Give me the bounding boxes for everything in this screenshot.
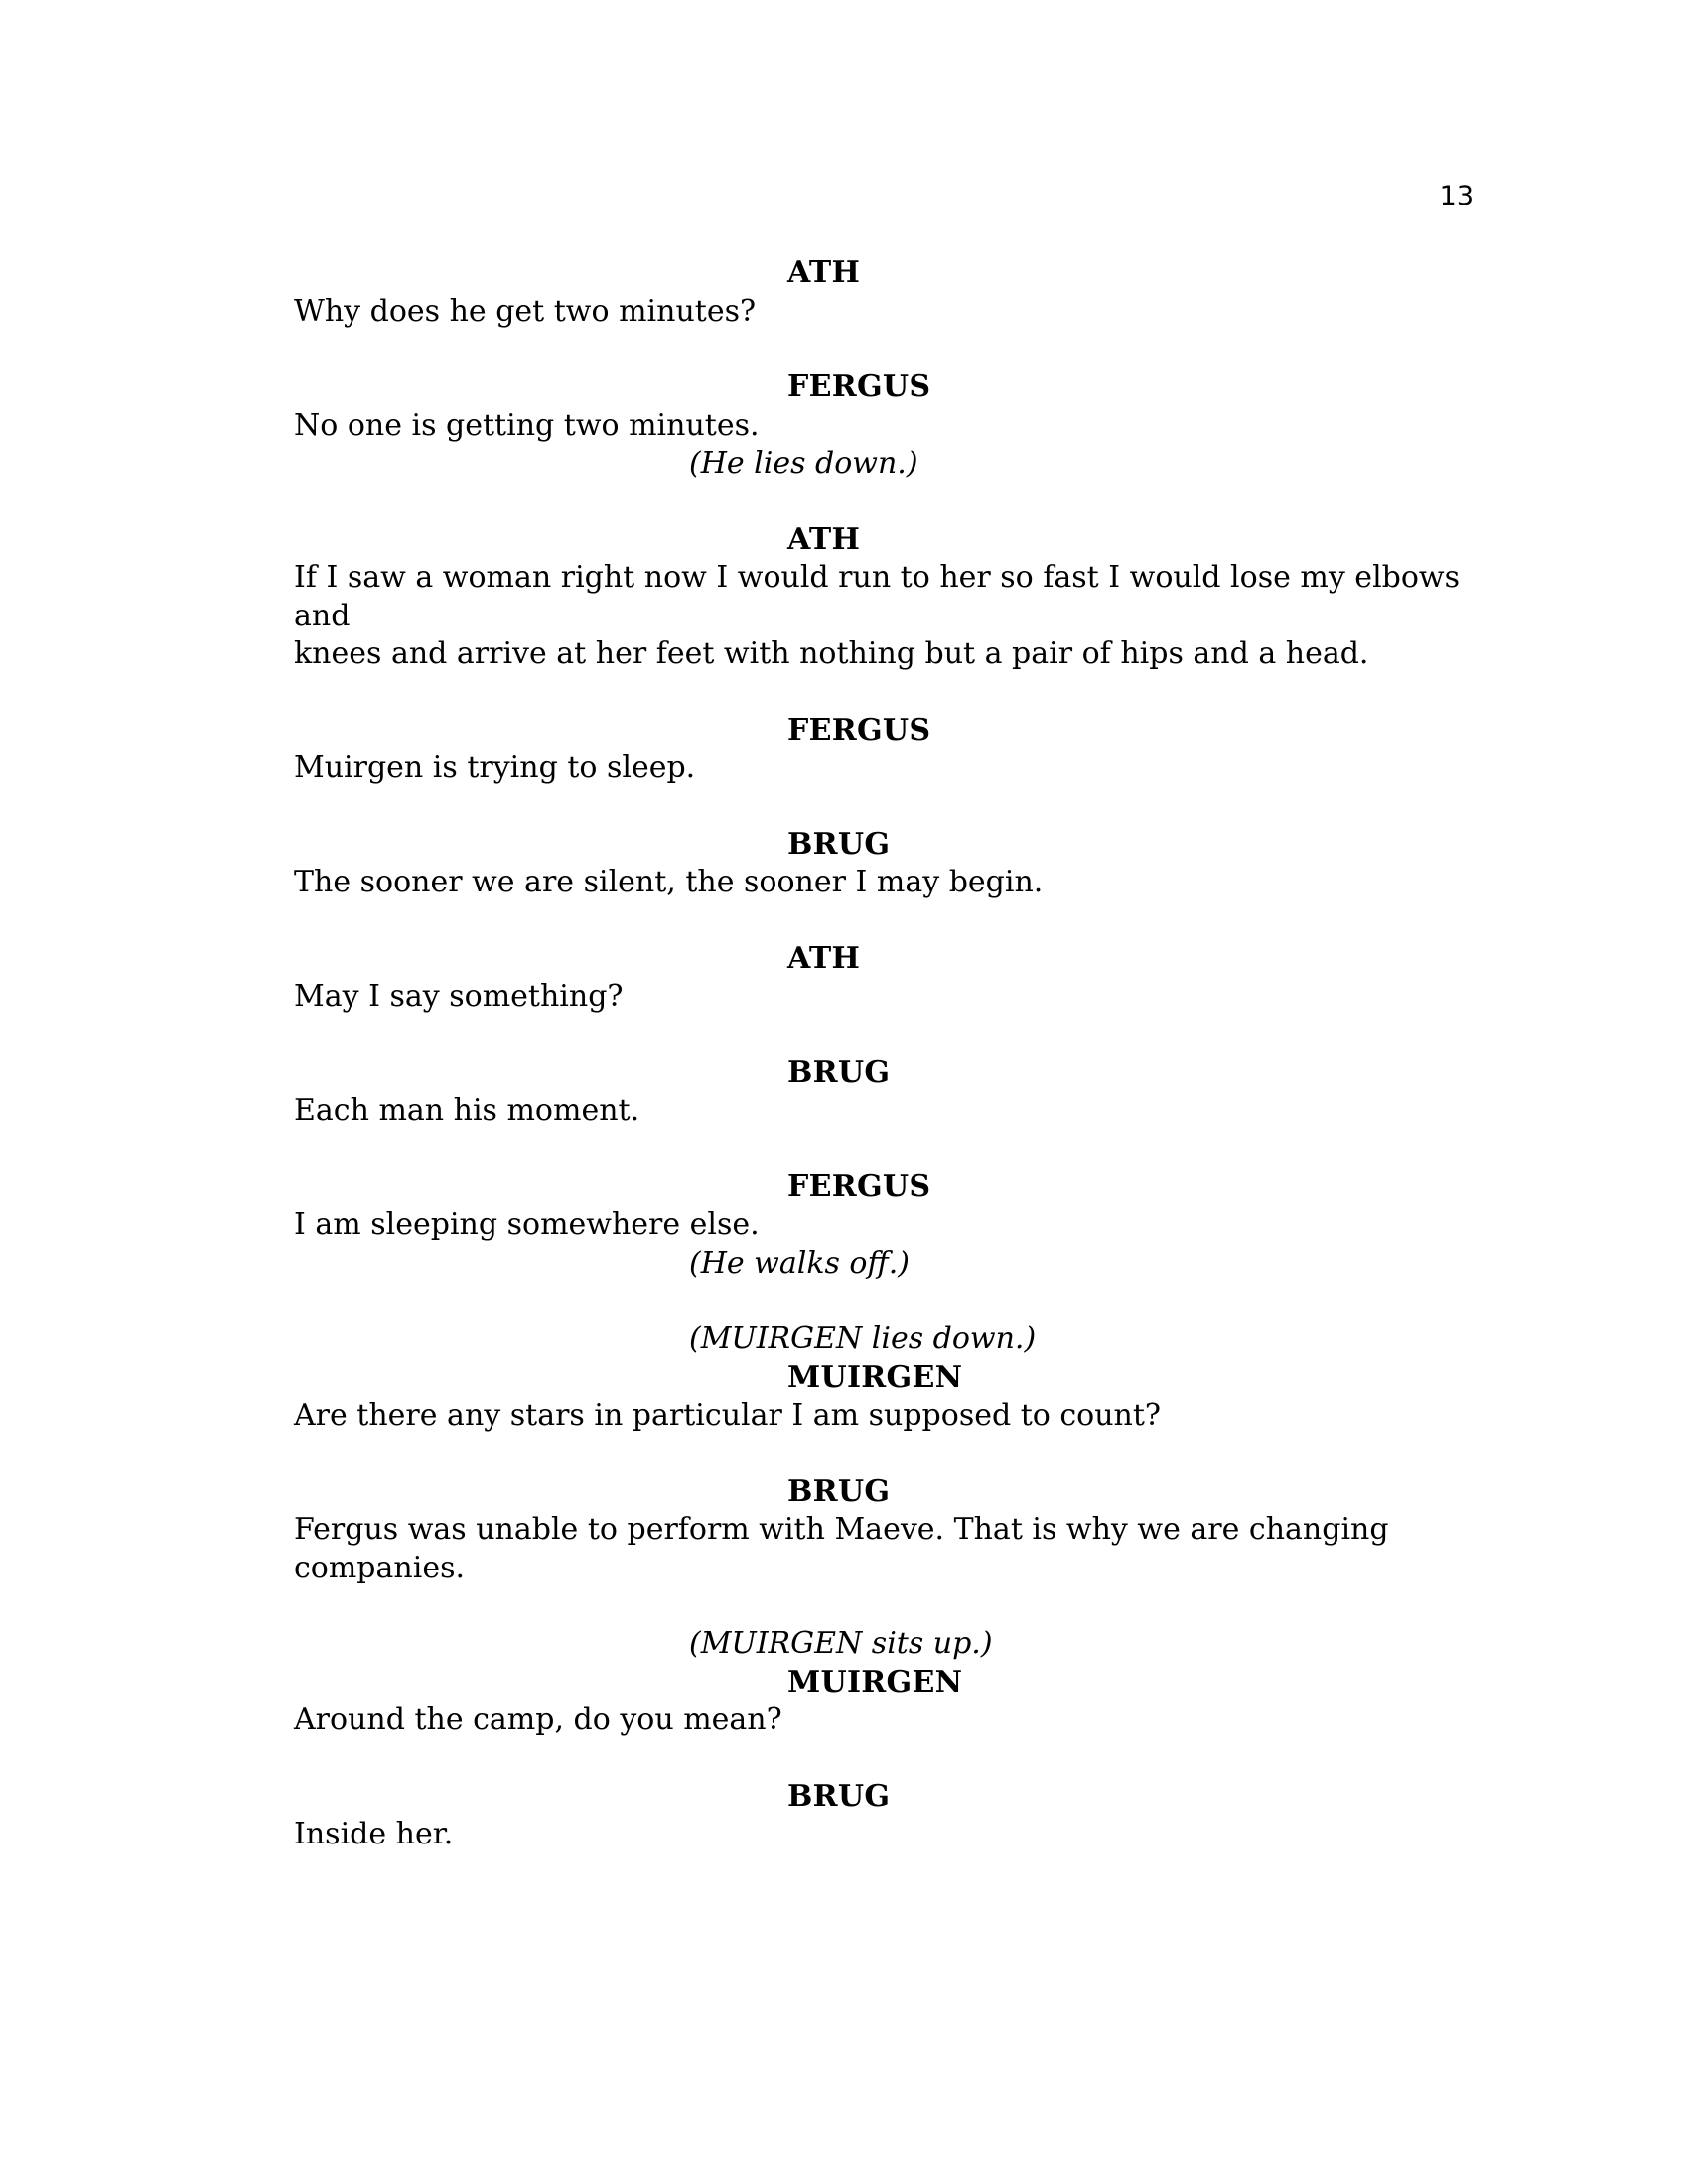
character-name: FERGUS [787, 712, 931, 748]
character-name: BRUG [787, 1778, 891, 1814]
page-number: 13 [1439, 181, 1474, 211]
dialogue-block [294, 1168, 1485, 1284]
character-name: FERGUS [787, 1168, 931, 1204]
parenthetical: (He walks off.) [689, 1245, 910, 1281]
stage-direction: (MUIRGEN sits up.) [689, 1626, 993, 1661]
character-name: FERGUS [787, 369, 931, 404]
character-name: MUIRGEN [787, 1359, 963, 1395]
dialogue-line: Fergus was unable to perform with Maeve. That is why we are changing [294, 1512, 1389, 1547]
stage-direction: (MUIRGEN lies down.) [689, 1321, 1037, 1356]
dialogue-block [294, 1320, 1485, 1435]
dialogue-line: Around the camp, do you mean? [294, 1703, 782, 1737]
character-name: MUIRGEN [787, 1664, 963, 1700]
character-name: ATH [787, 255, 861, 290]
dialogue-block [294, 712, 1485, 788]
character-name: BRUG [787, 1054, 891, 1090]
dialogue-block [294, 254, 1485, 331]
dialogue-line: knees and arrive at her feet with nothing but a pair of hips and a head. [294, 636, 1369, 671]
dialogue-line: No one is getting two minutes. [294, 407, 760, 443]
character-name: BRUG [787, 1473, 891, 1509]
dialogue-line: companies. [294, 1550, 466, 1585]
dialogue-block [294, 521, 1485, 674]
dialogue-line: Each man his moment. [294, 1093, 640, 1128]
dialogue-block [294, 1473, 1485, 1588]
dialogue-block [294, 1778, 1485, 1854]
character-name: BRUG [787, 826, 891, 862]
dialogue-line: Muirgen is trying to sleep. [294, 751, 696, 785]
dialogue-block [294, 826, 1485, 902]
dialogue-block [294, 940, 1485, 1017]
dialogue-line: Inside her. [294, 1817, 454, 1851]
character-name: ATH [787, 521, 861, 557]
dialogue-line: The sooner we are silent, the sooner I may begin. [294, 865, 1044, 899]
dialogue-line: May I say something? [294, 979, 624, 1014]
parenthetical: (He lies down.) [689, 446, 918, 480]
dialogue-line: I am sleeping somewhere else. [294, 1207, 760, 1242]
character-name: ATH [787, 940, 861, 976]
dialogue-block [294, 1625, 1485, 1740]
dialogue-line: If I saw a woman right now I would run to her so fast I would lose my elbows and [294, 560, 1460, 633]
dialogue-block [294, 368, 1485, 483]
dialogue-line: Why does he get two minutes? [294, 293, 757, 329]
dialogue-block [294, 1054, 1485, 1131]
dialogue-line: Are there any stars in particular I am supposed to count? [294, 1398, 1162, 1433]
script-body [294, 254, 1485, 1892]
